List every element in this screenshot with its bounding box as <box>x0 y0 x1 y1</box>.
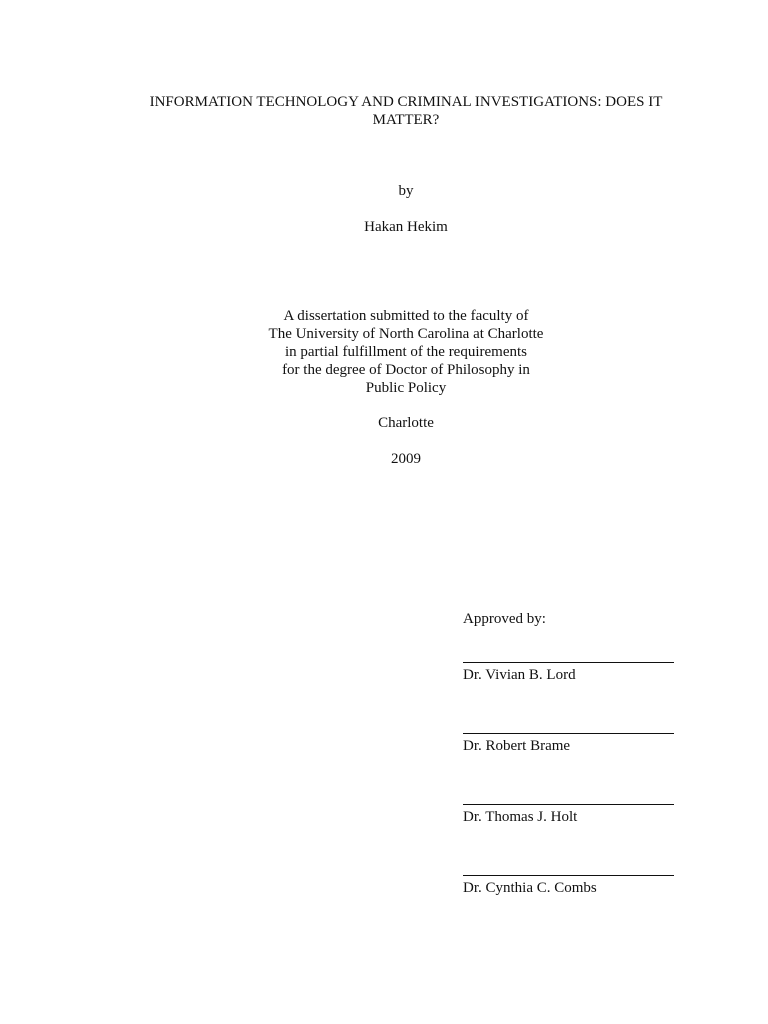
signature-line <box>463 662 674 663</box>
statement-line: A dissertation submitted to the faculty of <box>283 308 529 324</box>
by-label: by <box>398 183 414 199</box>
signer-block <box>463 804 674 826</box>
statement-line: Public Policy <box>365 380 447 396</box>
signer-name: Dr. Cynthia C. Combs <box>463 880 597 896</box>
city: Charlotte <box>378 415 434 431</box>
author-name: Hakan Hekim <box>364 219 448 235</box>
signature-line <box>463 804 674 805</box>
statement-line: in partial fulfillment of the requirements <box>284 344 527 360</box>
signer-block <box>463 875 674 897</box>
signer-block <box>463 733 674 755</box>
signer-name: Dr. Vivian B. Lord <box>463 667 576 683</box>
signature-line <box>463 875 674 876</box>
year: 2009 <box>391 451 421 467</box>
submission-statement <box>0 307 768 397</box>
statement-line: for the degree of Doctor of Philosophy in <box>282 362 530 378</box>
title-line-1: INFORMATION TECHNOLOGY AND CRIMINAL INVESTIGATIONS: DOES IT <box>149 94 663 110</box>
signer-name: Dr. Thomas J. Holt <box>463 809 578 825</box>
approval-block <box>463 610 678 896</box>
signer-name: Dr. Robert Brame <box>463 738 571 754</box>
approved-by-label: Approved by: <box>463 611 546 627</box>
title-line-2: MATTER? <box>372 112 440 128</box>
statement-line: The University of North Carolina at Charlotte <box>268 326 544 342</box>
dissertation-title <box>0 93 768 129</box>
signer-block <box>463 662 674 684</box>
signature-line <box>463 733 674 734</box>
